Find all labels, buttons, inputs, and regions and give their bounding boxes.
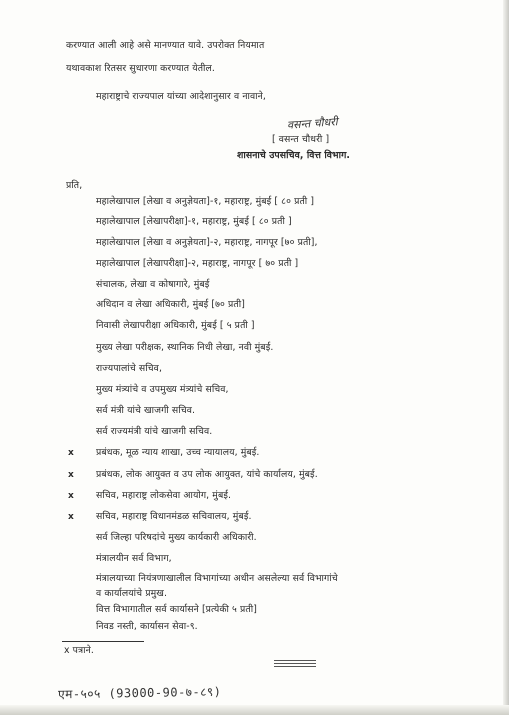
recipient-7: निवासी लेखापरीक्षा अधिकारी, मुंबई [ ५ प्रती ] [96,320,255,331]
page-edge-shadow [503,0,509,715]
marker-3: x [68,491,74,501]
paragraph-line-1: करण्यात आली आहे असे मानण्यात यावे. उपरोक्त नियमात [66,40,265,51]
marker-4: x [68,512,74,522]
recipient-15: सचिव, महाराष्ट्र लोकसेवा आयोग, मुंबई. [96,490,232,501]
recipient-8: मुख्य लेखा परीक्षक, स्थानिक निधी लेखा, नवी मुंबई. [96,342,274,353]
recipient-11: सर्व मंत्री यांचे खाजगी सचिव. [96,405,196,416]
recipient-2: महालेखापाल [लेखापरीक्षा]-१, महाराष्ट्र, मुंबई [ ८० प्रती ] [96,216,292,227]
recipient-14: प्रबंधक, लोक आयुक्त व उप लोक आयुक्त, यांचे कार्यालय, मुंबई. [96,469,318,480]
signatory-name: [ वसन्त चौधरी ] [272,134,330,145]
marker-2: x [68,470,74,480]
recipient-6: अधिदान व लेखा अधिकारी, मुंबई [७० प्रती] [96,299,245,310]
recipient-18: मंत्रालयीन सर्व विभाग, [96,553,172,564]
recipient-3: महालेखापाल [लेखा व अनुज्ञेयता]-२, महाराष्ट्र, नागपूर [७० प्रती], [96,237,318,248]
handwritten-code: एम-५०५ (93000-90-७-८९) [57,684,222,702]
recipient-19: मंत्रालयाच्या नियंत्रणाखालील विभागांच्या अधीन असलेल्या सर्व विभागांचे [96,573,338,584]
marker-1: x [68,448,74,458]
recipient-1: महालेखापाल [लेखा व अनुज्ञेयता]-१, महाराष्ट्र, मुंबई [ ८० प्रती ] [96,196,315,207]
footnote-divider [62,641,144,642]
recipient-10: मुख्य मंत्र्यांचे व उपमुख्य मंत्र्यांचे सचिव, [96,384,229,395]
paragraph-line-2: यथावकाश रितसर सुधारणा करण्यात येतील. [66,63,215,74]
recipient-13: प्रबंधक, मूळ न्याय शाखा, उच्च न्यायालय, मुंबई. [96,447,260,458]
signature-scribble: वसन्त चौधरी [286,115,339,132]
page-bottom-shadow [0,705,509,715]
recipient-16: सचिव, महाराष्ट्र विधानमंडळ सचिवालय, मुंबई. [96,511,252,522]
recipient-9: राज्यपालांचे सचिव, [96,363,162,374]
recipient-20: व कार्यालयांचे प्रमुख. [96,588,168,599]
prati-label: प्रति, [66,180,83,191]
signatory-designation: शासनाचे उपसचिव, वित्त विभाग. [237,150,351,161]
recipient-5: संचालक, लेखा व कोषागारे, मुंबई [96,279,210,290]
footnote: x पत्राने. [64,645,94,656]
recipient-22: निवड नस्ती, कार्यासन सेवा-९. [96,621,198,632]
recipient-21: वित्त विभागातील सर्व कार्यासने [प्रत्येकी ५ प्रती] [96,604,257,615]
stamp-marks [274,660,316,674]
order-line: महाराष्ट्राचे राज्यपाल यांच्या आदेशानुसार व नावाने, [96,91,266,102]
recipient-4: महालेखापाल [लेखापरीक्षा]-२, महाराष्ट्र, नागपूर [ ७० प्रती ] [96,258,299,269]
recipient-17: सर्व जिल्हा परिषदांचे मुख्य कार्यकारी अधिकारी. [96,532,257,543]
recipient-12: सर्व राज्यमंत्री यांचे खाजगी सचिव. [96,426,213,437]
